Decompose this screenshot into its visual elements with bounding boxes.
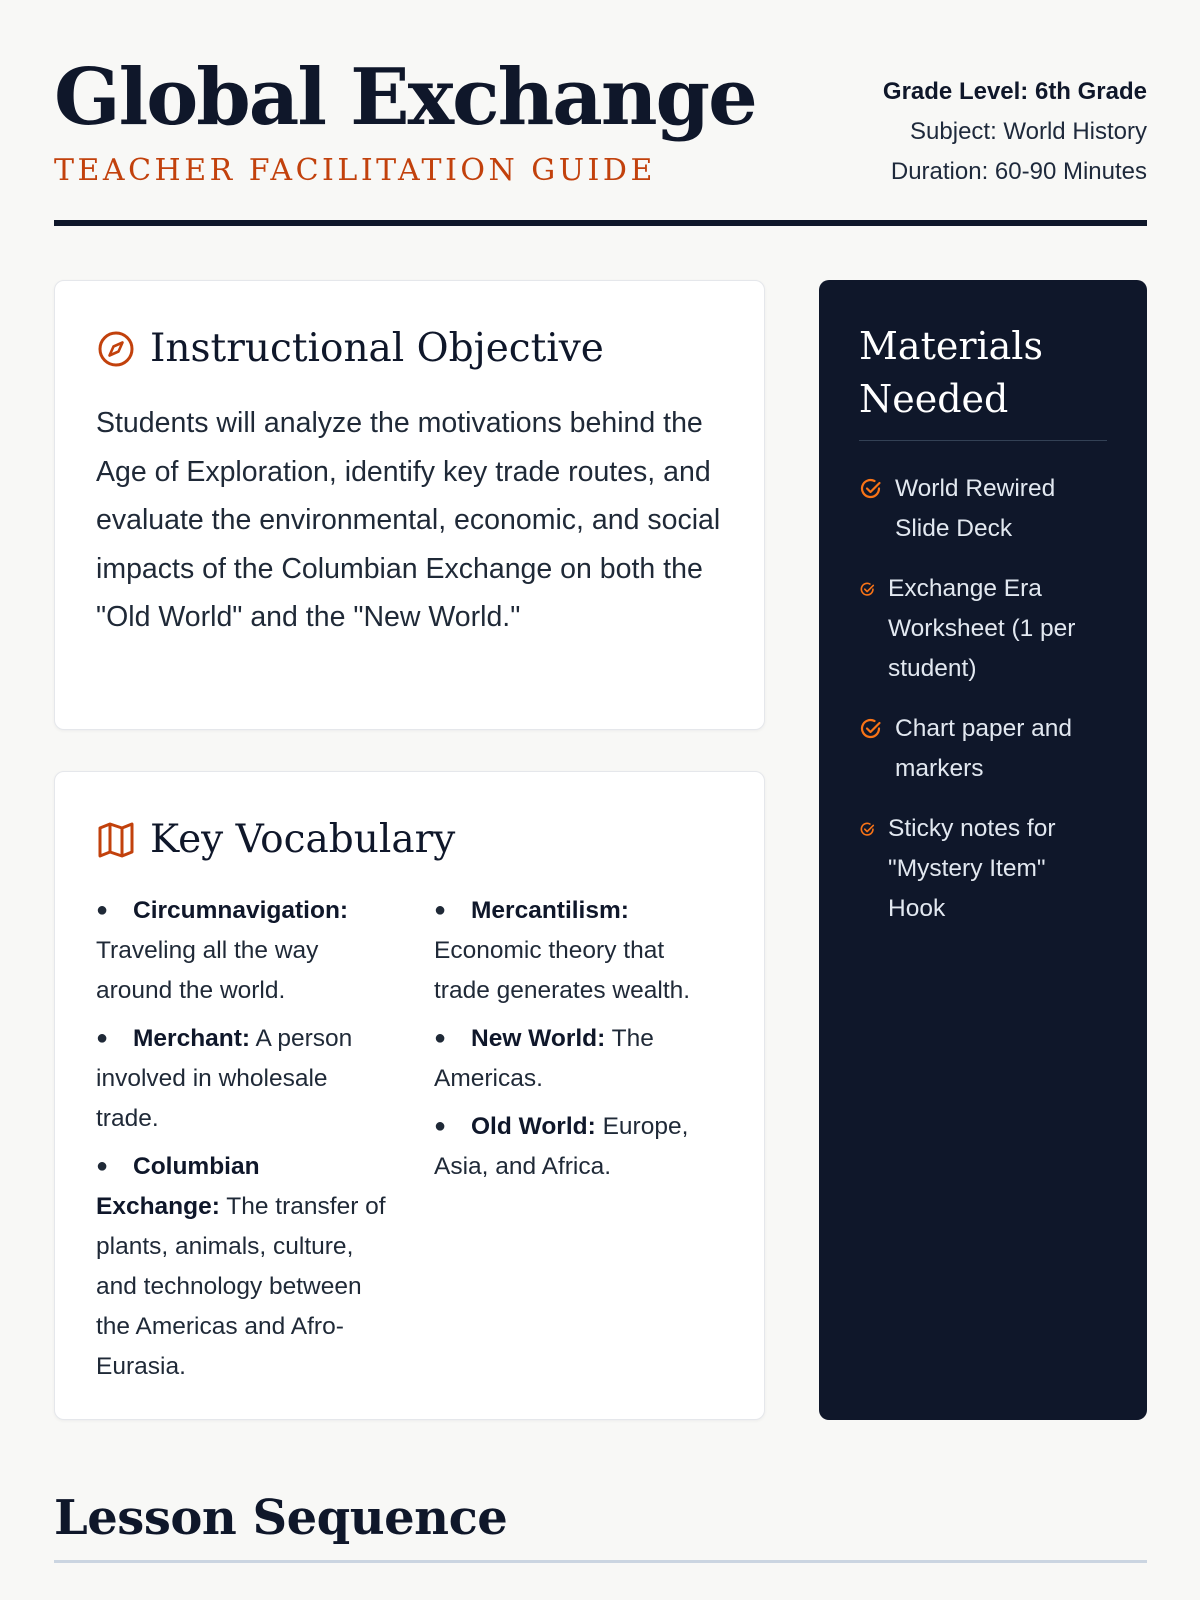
vocab-term: New World: [471,1025,606,1052]
vocab-item-columbian-exchange [96,1146,388,1387]
header-divider [54,220,1147,226]
materials-item-label: Chart paper and markers [895,715,1073,782]
bullet: ● [434,899,447,921]
objective-title: Instructional Objective [150,326,604,371]
vocab-definition: Traveling all the way around the world. [96,937,319,1004]
objective-card [54,280,765,730]
materials-item [859,709,1109,789]
vocab-term: Columbian Exchange: [96,1153,260,1220]
materials-list [859,469,1109,949]
vocab-definition: The transfer of plants, animals, culture, and technology between the Americas and Afro-Eurasia. [96,1193,386,1380]
materials-item-label: Exchange Era Worksheet (1 per student) [888,575,1076,682]
materials-divider [859,440,1107,441]
materials-item-label: Sticky notes for "Mystery Item" Hook [888,815,1056,922]
bullet: ● [434,1027,447,1049]
check-circle-icon [859,469,883,509]
objective-text: Students will analyze the motivations behind the Age of Exploration, identify key trade routes, and evaluate the environmental, economic, and social impacts of the Columbian Exchange on both the "Old World" and the "New World." [96,407,721,633]
check-circle-icon [859,809,876,849]
vocab-item-merchant [96,1018,388,1139]
vocabulary-card [54,771,765,1420]
materials-item-label: World Rewired Slide Deck [895,475,1056,542]
bullet: ● [434,1115,447,1137]
page-subtitle: TEACHER FACILITATION GUIDE [54,153,656,188]
page-title: Global Exchange [54,52,756,143]
vocab-term: Merchant: [133,1025,251,1052]
vocabulary-heading [96,814,455,866]
vocabulary-title: Key Vocabulary [150,817,456,862]
bullet: ● [96,899,109,921]
objective-heading [96,323,604,375]
compass-icon [96,329,136,369]
lesson-meta [883,72,1147,192]
materials-title: Materials Needed [859,324,1043,421]
vocab-definition: The Americas. [434,1025,654,1092]
lesson-sequence-divider [54,1560,1147,1563]
vocabulary-columns [96,890,726,1394]
vocab-term: Circumnavigation: [133,897,349,924]
check-circle-icon [859,569,876,609]
materials-item [859,569,1109,689]
map-icon [96,820,136,860]
bullet: ● [96,1027,109,1049]
vocab-term: Old World: [471,1113,596,1140]
check-circle-icon [859,709,883,749]
vocab-definition: Europe, Asia, and Africa. [434,1113,689,1180]
vocab-item-new-world [434,1018,726,1099]
vocab-term: Mercantilism: [471,897,629,924]
vocab-definition: Economic theory that trade generates wealth. [434,937,691,1004]
grade-level: Grade Level: 6th Grade [882,78,1147,105]
duration: Duration: 60-90 Minutes [890,158,1147,185]
subject: Subject: World History [910,118,1147,145]
guide-page [54,0,1147,1600]
materials-item [859,469,1109,549]
vocabulary-column-right [434,890,726,1394]
vocab-item-circumnavigation [96,890,388,1011]
vocabulary-column-left [96,890,388,1394]
vocab-definition: A person involved in wholesale trade. [96,1025,353,1132]
bullet: ● [96,1155,109,1177]
vocab-item-mercantilism [434,890,726,1011]
vocab-item-old-world [434,1106,726,1187]
page-header [54,48,1147,226]
lesson-sequence-title: Lesson Sequence [54,1490,508,1546]
materials-panel [819,280,1147,1420]
materials-item [859,809,1109,929]
